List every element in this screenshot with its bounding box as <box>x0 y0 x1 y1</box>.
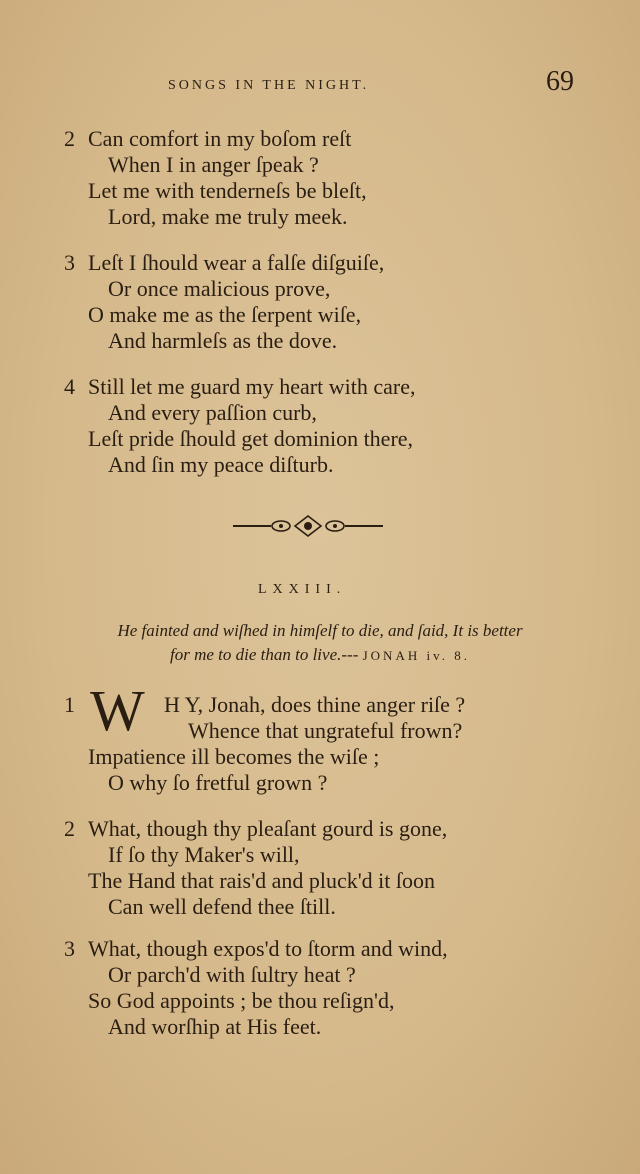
verse-line: The Hand that rais'd and pluck'd it ſoon <box>88 868 436 893</box>
epigraph-text: for me to die than to live.--- <box>169 645 359 664</box>
verse-line: If ſo thy Maker's will, <box>108 842 300 867</box>
verse-line: And ſin my peace diſturb. <box>108 452 334 477</box>
ornament-divider <box>233 514 383 538</box>
verse-line: So God appoints ; be thou reſign'd, <box>88 988 395 1013</box>
stanza-2 <box>64 816 447 920</box>
stanza-number: 3 <box>64 936 75 961</box>
verse-line: What, though expos'd to ſtorm and wind, <box>88 936 448 961</box>
verse-line: And worſhip at His feet. <box>108 1014 322 1039</box>
verse-line: And every paſſion curb, <box>108 400 317 425</box>
stanza-4-prev <box>64 374 415 478</box>
stanza-number: 1 <box>64 692 75 717</box>
page-number: 69 <box>546 66 574 97</box>
verse-line: O why ſo fretful grown ? <box>108 770 328 795</box>
verse-line: Let me with tenderneſs be bleſt, <box>88 178 367 203</box>
verse-line: Or once malicious prove, <box>108 276 331 301</box>
verse-line: Still let me guard my heart with care, <box>88 374 416 399</box>
verse-line: Can well defend thee ſtill. <box>108 894 336 919</box>
stanza-number: 3 <box>64 250 75 275</box>
stanza-3-prev <box>64 250 384 354</box>
verse-line: Or parch'd with ſultry heat ? <box>108 962 356 987</box>
verse-line: H Y, Jonah, does thine anger riſe ? <box>164 692 466 717</box>
hymn-number: LXXIII. <box>258 582 347 597</box>
scripture-reference: JONAH iv. 8. <box>362 648 470 663</box>
verse-line: Impatience ill becomes the wiſe ; <box>88 744 380 769</box>
verse-line: Can comfort in my boſom reſt <box>88 126 352 151</box>
stanza-number: 2 <box>64 126 75 151</box>
epigraph-line-2 <box>40 644 600 667</box>
stanza-number: 2 <box>64 816 75 841</box>
stanza-3 <box>64 936 448 1040</box>
drop-cap: W <box>90 678 145 743</box>
stanza-2-prev <box>64 126 367 230</box>
verse-line: And harmleſs as the dove. <box>108 328 338 353</box>
stanza-1 <box>64 692 465 796</box>
verse-line: What, though thy pleaſant gourd is gone, <box>88 816 448 841</box>
stanza-number: 4 <box>64 374 75 399</box>
verse-line: Whence that ungrateful frown? <box>188 718 463 743</box>
verse-line: Leſt I ſhould wear a falſe diſguiſe, <box>88 250 385 275</box>
verse-line: O make me as the ſerpent wiſe, <box>88 302 362 327</box>
verse-line: When I in anger ſpeak ? <box>108 152 319 177</box>
verse-line: Lord, make me truly meek. <box>108 204 348 229</box>
running-title: SONGS IN THE NIGHT. <box>168 78 370 93</box>
epigraph-line-1: He fainted and wiſhed in himſelf to die, and ſaid, It is better <box>117 621 523 640</box>
verse-line: Leſt pride ſhould get dominion there, <box>88 426 414 451</box>
